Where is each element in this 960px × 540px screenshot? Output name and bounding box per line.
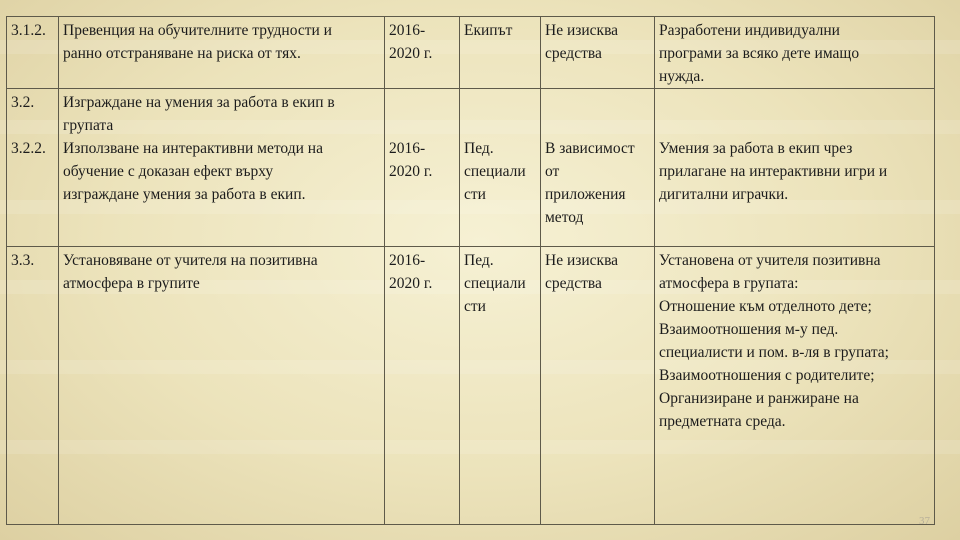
cell-text-line: сти — [464, 186, 486, 203]
table-row — [7, 247, 935, 525]
cell-text-line: 3.2.2. — [11, 140, 46, 157]
cell-text-line: 3.1.2. — [11, 22, 46, 39]
cell-text-line: обучение с доказан ефект върху — [63, 163, 274, 180]
period-cell — [385, 89, 460, 247]
cell-text-line: Превенция на обучителните трудности и — [63, 22, 332, 39]
cell-text-line — [545, 114, 651, 137]
cell-text-line: 2016- — [389, 140, 426, 157]
result-cell — [655, 247, 935, 525]
activity-cell — [59, 247, 385, 525]
cell-text-line: Организиране и ранжиране на — [659, 390, 859, 407]
cell-text-line: Не изисква — [545, 252, 619, 269]
cell-text-line: Установена от учителя позитивна — [659, 252, 881, 269]
cell-text-line: специалисти и пом. в-ля в групата; — [659, 344, 889, 361]
row-number-cell — [7, 247, 59, 525]
cell-text-line: от — [545, 163, 560, 180]
result-cell — [655, 89, 935, 247]
cell-text-line: средства — [545, 45, 602, 62]
cell-text-line: прилагане на интерактивни игри и — [659, 163, 888, 180]
cell-text-line: Пед. — [464, 252, 494, 269]
resources-cell — [541, 247, 655, 525]
cell-text-line: Не изисква — [545, 22, 619, 39]
cell-text-line — [464, 114, 537, 137]
cell-text-line: 2016- — [389, 22, 426, 39]
cell-text-line: специали — [464, 275, 526, 292]
activity-cell — [59, 17, 385, 89]
activity-cell — [59, 89, 385, 247]
cell-text-line: приложения — [545, 186, 626, 203]
table-row — [7, 17, 935, 89]
resources-cell — [541, 89, 655, 247]
cell-text-line: 2016- — [389, 252, 426, 269]
cell-text-line — [545, 91, 651, 114]
cell-text-line — [464, 91, 537, 114]
period-cell — [385, 17, 460, 89]
cell-text-line — [389, 114, 456, 137]
cell-text-line: 2020 г. — [389, 45, 433, 62]
table-row — [7, 89, 935, 247]
page-number: 37 — [919, 515, 930, 527]
cell-text-line: Екипът — [464, 22, 513, 39]
cell-text-line: Взаимоотношения м-у пед. — [659, 321, 839, 338]
cell-text-line: Разработени индивидуални — [659, 22, 840, 39]
cell-text-line: Пед. — [464, 140, 494, 157]
cell-text-line: В зависимост — [545, 140, 635, 157]
cell-text-line: сти — [464, 298, 486, 315]
cell-text-line: 3.2. — [11, 94, 35, 111]
responsible-cell — [460, 17, 541, 89]
cell-text-line: специали — [464, 163, 526, 180]
cell-text-line: атмосфера в групите — [63, 275, 200, 292]
resources-cell — [541, 17, 655, 89]
cell-text-line — [11, 114, 55, 137]
cell-text-line: Установяване от учителя на позитивна — [63, 252, 318, 269]
cell-text-line: нужда. — [659, 68, 705, 85]
cell-text-line: 2020 г. — [389, 275, 433, 292]
responsible-cell — [460, 247, 541, 525]
action-plan-table — [6, 16, 935, 525]
result-cell — [655, 17, 935, 89]
cell-text-line: средства — [545, 275, 602, 292]
cell-text-line: Използване на интерактивни методи на — [63, 140, 323, 157]
cell-text-line — [659, 91, 931, 114]
period-cell — [385, 247, 460, 525]
cell-text-line — [389, 91, 456, 114]
cell-text-line: Изграждане на умения за работа в екип в — [63, 94, 335, 111]
cell-text-line: програми за всяко дете имащо — [659, 45, 860, 62]
cell-text-line: Умения за работа в екип чрез — [659, 140, 853, 157]
cell-text-line: предметната среда. — [659, 413, 786, 430]
row-number-cell — [7, 17, 59, 89]
cell-text-line: дигитални играчки. — [659, 186, 789, 203]
cell-text-line: изграждане умения за работа в екип. — [63, 186, 306, 203]
cell-text-line: Взаимоотношения с родителите; — [659, 367, 875, 384]
cell-text-line: групата — [63, 117, 114, 134]
cell-text-line: 2020 г. — [389, 163, 433, 180]
cell-text-line: ранно отстраняване на риска от тях. — [63, 45, 301, 62]
cell-text-line: атмосфера в групата: — [659, 275, 799, 292]
responsible-cell — [460, 89, 541, 247]
cell-text-line: 3.3. — [11, 252, 35, 269]
cell-text-line — [659, 114, 931, 137]
cell-text-line: метод — [545, 209, 584, 226]
row-number-cell — [7, 89, 59, 247]
cell-text-line: Отношение към отделното дете; — [659, 298, 872, 315]
